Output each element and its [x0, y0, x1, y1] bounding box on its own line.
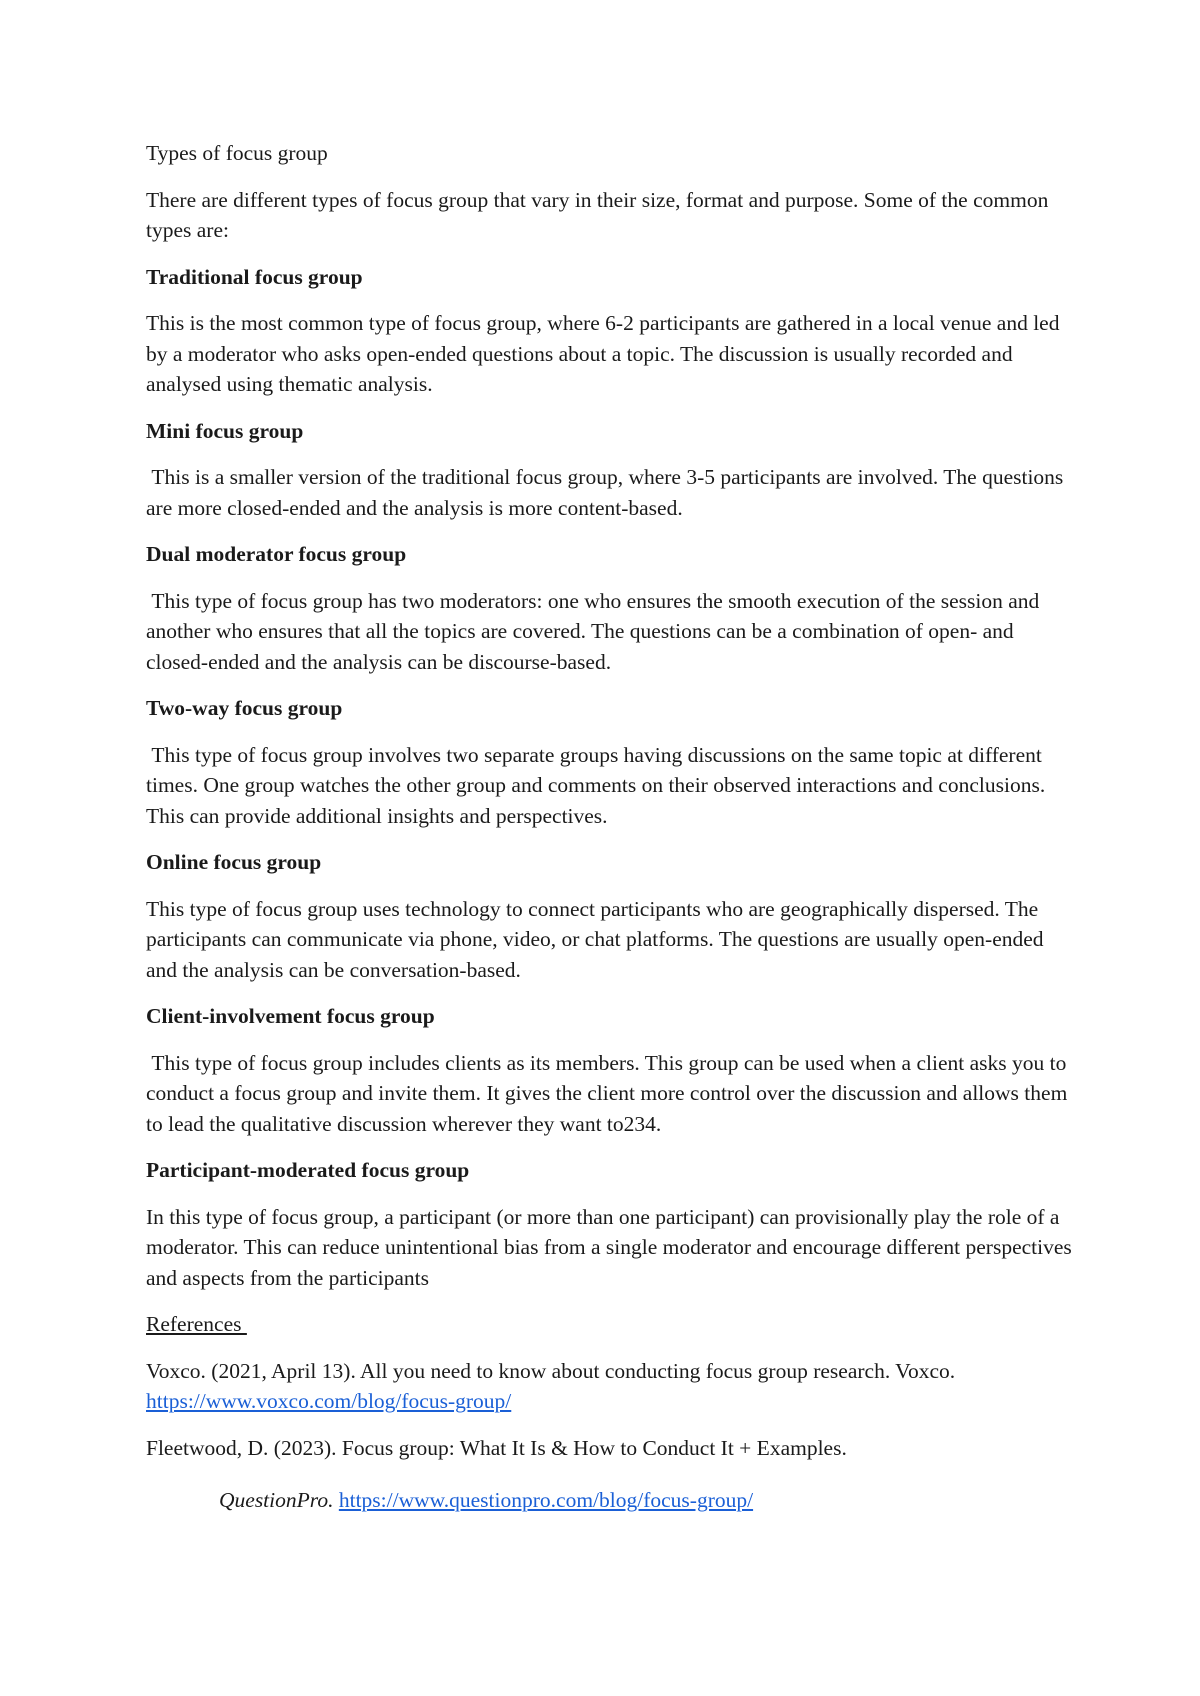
section-body-dual-moderator: This type of focus group has two moderators: one who ensures the smooth execution of the session and another who ensures that all the topics are covered. The questions can be a combination of open- and closed-ended and the analysis can be discourse-based. [146, 588, 1045, 674]
reference-fleetwood-source: QuestionPro. [219, 1488, 334, 1512]
section-body-online: This type of focus group uses technology to connect participants who are geographically dispersed. The participants can communicate via phone, video, or chat platforms. The questions are usually open-ended and the analysis can be conversation-based. [146, 896, 1044, 982]
reference-voxco [146, 1356, 1076, 1417]
section-heading-dual-moderator: Dual moderator focus group [146, 542, 407, 566]
document-title: Types of focus group [146, 141, 328, 165]
references-heading [146, 1309, 1076, 1340]
reference-fleetwood-continuation [146, 1485, 1076, 1516]
section-body-mini: This is a smaller version of the traditional focus group, where 3-5 participants are involved. The questions are more closed-ended and the analysis is more content-based. [146, 465, 1069, 520]
section-heading-mini: Mini focus group [146, 418, 304, 443]
section-heading-traditional: Traditional focus group [146, 264, 363, 289]
reference-voxco-text: Voxco. (2021, April 13). All you need to know about conducting focus group research. Voxco. [146, 1358, 956, 1383]
reference-fleetwood [146, 1433, 1076, 1464]
section-heading-two-way: Two-way focus group [146, 696, 343, 720]
reference-fleetwood-text: Fleetwood, D. (2023). Focus group: What It Is & How to Conduct It + Examples. [146, 1435, 847, 1460]
section-body-two-way: This type of focus group involves two separate groups having discussions on the same topic at different times. One group watches the other group and comments on their observed interactions and conclusions. This can provide additional insights and perspectives. [146, 742, 1051, 828]
references-heading-label: References [146, 1312, 247, 1336]
section-heading-online: Online focus group [146, 850, 322, 874]
section-body-client-involvement: This type of focus group includes clients as its members. This group can be used when a client asks you to conduct a focus group and invite them. It gives the client more control over the discussion and allows them to lead the qualitative discussion wherever they want to234. [146, 1050, 1073, 1136]
section-body-traditional: This is the most common type of focus group, where 6-2 participants are gathered in a local venue and led by a moderator who asks open-ended questions about a topic. The discussion is usually recorded and analysed using thematic analysis. [146, 311, 1060, 396]
reference-fleetwood-link[interactable]: https://www.questionpro.com/blog/focus-group/ [338, 1488, 754, 1512]
document-intro: There are different types of focus group that vary in their size, format and purpose. Some of the common types are: [146, 187, 1049, 242]
reference-voxco-link[interactable]: https://www.voxco.com/blog/focus-group/ [146, 1389, 512, 1413]
section-heading-client-involvement: Client-involvement focus group [146, 1004, 435, 1028]
section-heading-participant-moderated: Participant-moderated focus group [146, 1158, 470, 1182]
document-page [146, 138, 1076, 1532]
section-body-participant-moderated: In this type of focus group, a participant (or more than one participant) can provisionally play the role of a moderator. This can reduce unintentional bias from a single moderator and encourage different perspectives and aspects from the participants [146, 1204, 1072, 1290]
